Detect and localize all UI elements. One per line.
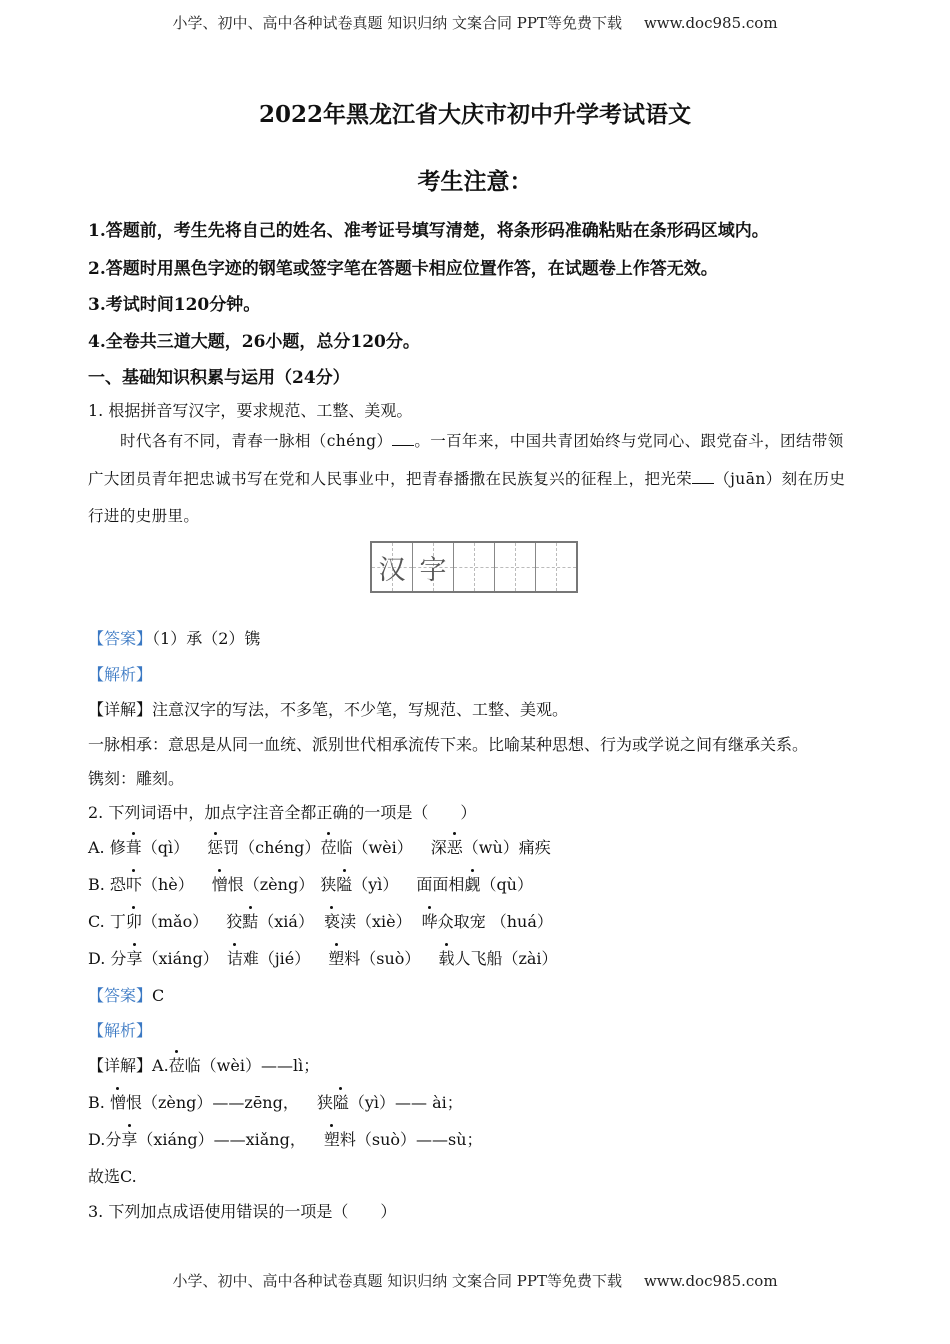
q2-answer xyxy=(88,983,164,1006)
q1-detail-line-3: 镌刻：雕刻。 xyxy=(88,769,185,788)
blank-2 xyxy=(692,469,714,484)
q1-passage-part-c: （juān）刻在历史行进的史册里。 xyxy=(88,469,846,525)
q1-passage-part-a: 时代各有不同，青春一脉相（chéng） xyxy=(120,432,393,450)
q1-answer xyxy=(88,626,260,649)
notice-title: 考生注意： xyxy=(417,168,533,195)
q2-conclusion: 故选C. xyxy=(88,1167,137,1186)
q1-answer-text: （1）承（2）镌 xyxy=(152,629,261,648)
detail-tag: 【详解】 xyxy=(88,700,153,719)
answer-tag: 【答案】 xyxy=(88,629,153,648)
grid-cell xyxy=(495,543,536,591)
grid-cell: 字 xyxy=(413,543,454,591)
q1-detail xyxy=(88,697,568,720)
q3-stem: 3. 下列加点成语使用错误的一项是（ ） xyxy=(88,1202,397,1221)
q2-option-d: D. 分享（xiáng） 诘难（jié） 塑料（suò） 载人飞船（zài） xyxy=(88,946,558,969)
q1-stem: 1. 根据拼音写汉字，要求规范、工整、美观。 xyxy=(88,401,413,420)
section-1-heading: 一、基础知识积累与运用（24分） xyxy=(88,368,350,388)
page-header-banner xyxy=(0,12,950,33)
page-footer-banner xyxy=(0,1270,950,1291)
document-title: 2022年黑龙江省大庆市初中升学考试语文 xyxy=(258,101,691,128)
header-site-link[interactable]: www.doc985.com xyxy=(643,14,778,32)
blank-1 xyxy=(392,431,414,446)
q1-passage-part-b: 。一百年来，中国共青团始终与党同心、跟党奋斗，团结带领广大团员青年把忠诚书写在党和人民事业中，把青春播撒在民族复兴的征程上，把光荣 xyxy=(88,432,844,488)
grid-cell: 汉 xyxy=(372,543,413,591)
q2-option-c: C. 丁卯（mǎo） 狡黠（xiá） 亵渎（xiè） 哗众取宠 （huá） xyxy=(88,909,553,932)
footer-site-link[interactable]: www.doc985.com xyxy=(643,1272,778,1290)
q2-answer-text: C xyxy=(152,986,165,1005)
notice-3: 3.考试时间120分钟。 xyxy=(88,295,261,315)
notice-2: 2.答题时用黑色字迹的钢笔或签字笔在答题卡相应位置作答，在试题卷上作答无效。 xyxy=(88,259,718,279)
grid-cell xyxy=(536,543,576,591)
footer-text: 小学、初中、高中各种试卷真题 知识归纳 文案合同 PPT等免费下载 xyxy=(172,1272,622,1290)
notice-1: 1.答题前，考生先将自己的姓名、准考证号填写清楚，将条形码准确粘贴在条形码区域内。 xyxy=(88,221,769,241)
header-text: 小学、初中、高中各种试卷真题 知识归纳 文案合同 PPT等免费下载 xyxy=(172,14,622,32)
q2-detail-line-1: 【详解】A.莅临（wèi）——lì； xyxy=(88,1053,319,1076)
q2-detail-line-2: B. 憎恨（zèng）——zēng， 狭隘（yì）—— ài； xyxy=(88,1090,463,1113)
notice-4: 4.全卷共三道大题，26小题，总分120分。 xyxy=(88,332,420,352)
q1-detail-line-2: 一脉相承：意思是从同一血统、派别世代相承流传下来。比喻某种思想、行为或学说之间有继承关系。 xyxy=(88,735,809,754)
q2-detail-line-3: D.分享（xiáng）——xiǎng， 塑料（suò）——sù； xyxy=(88,1127,483,1150)
q1-detail-text: 注意汉字的写法，不多笔，不少笔，写规范、工整、美观。 xyxy=(152,700,569,719)
q2-analysis-tag: 【解析】 xyxy=(88,1021,153,1040)
grid-cell xyxy=(454,543,495,591)
q2-option-b: B. 恐吓（hè） 憎恨（zèng） 狭隘（yì） 面面相觑（qù） xyxy=(88,872,533,895)
q2-option-a: A. 修葺（qì） 惩罚（chéng）莅临（wèi） 深恶（wù）痛疾 xyxy=(88,835,551,858)
q2-stem: 2. 下列词语中，加点字注音全都正确的一项是（ ） xyxy=(88,803,477,822)
q1-passage xyxy=(88,423,858,536)
writing-grid xyxy=(370,541,578,593)
q1-analysis-tag: 【解析】 xyxy=(88,665,153,684)
answer-tag: 【答案】 xyxy=(88,986,153,1005)
